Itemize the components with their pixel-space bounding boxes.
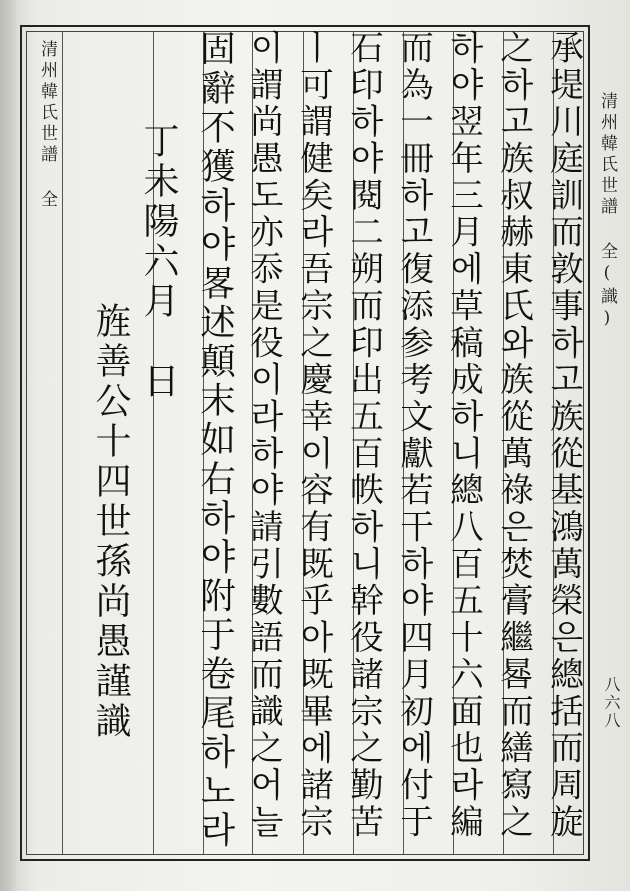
text-column-6: ㅣ可謂健矣라吾宗之慶幸이容有既乎아既畢에諸宗 (294, 30, 334, 841)
date-line: 丁未陽六月 日 (138, 122, 179, 402)
text-column-3: 하야翌年三月에草稿成하니總八百五十六面也라編 (444, 30, 484, 841)
text-column-5: 石印하야閱二朔而印出五百帙하니幹役諸宗之勤苦 (344, 30, 384, 841)
text-column-7: 이謂尚愚도亦忝是役이라하야請引數語而識之어늘 (244, 30, 284, 841)
text-column-2: 之하고族叔赫東氏와族從萬祿은焚膏繼晷而繕寫之 (494, 30, 534, 841)
author-signature: 旌善公十四世孫尚愚謹識 (90, 302, 131, 742)
binding-gutter (0, 0, 18, 891)
left-margin-title: 清州韓氏世譜 全 (37, 40, 57, 211)
column-divider (62, 32, 63, 854)
right-margin-title: 清州韓氏世譜 全(識) (597, 92, 617, 332)
text-column-1: 承堤川庭訓而敦事하고族從基鴻萬榮은總括而周旋 (544, 30, 584, 841)
page-number: 八六八 (602, 676, 621, 730)
text-column-4: 而為一冊하고復添参考文獻若干하야四月初에付于 (394, 30, 434, 841)
text-column-8: 固辭不獲하야畧述顛末如右하야附于卷尾하노라 (194, 30, 236, 851)
